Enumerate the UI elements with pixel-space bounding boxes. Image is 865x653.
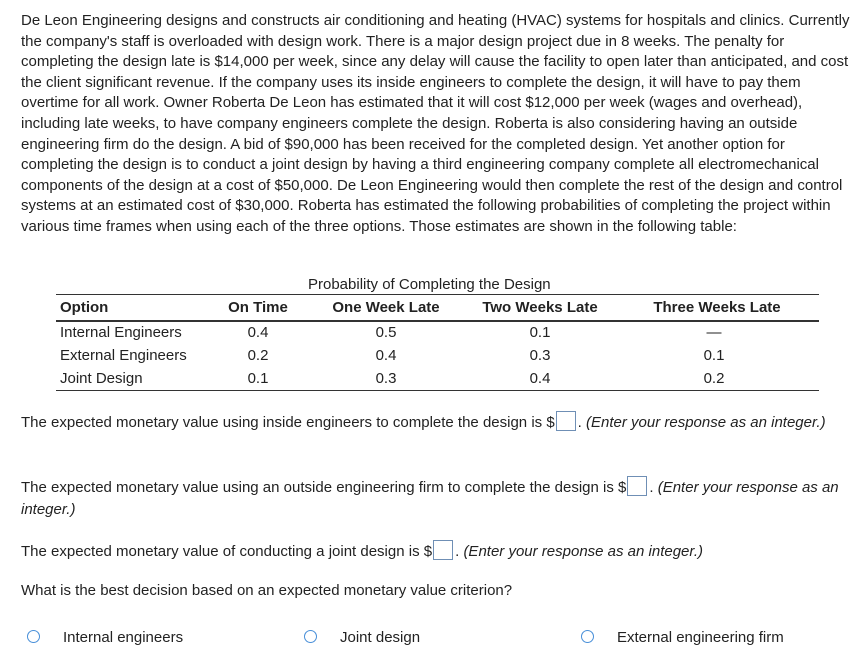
option-label: Internal engineers bbox=[63, 629, 184, 646]
header-one-week-late: One Week Late bbox=[332, 299, 440, 316]
table-cell: 0.1 bbox=[703, 347, 725, 364]
question-text: The expected monetary value of conducting a joint design is $ bbox=[21, 543, 433, 560]
question-outside-firm bbox=[21, 476, 841, 521]
answer-hint: (Enter your response as an integer.) bbox=[463, 543, 704, 560]
table-top-rule bbox=[56, 294, 819, 295]
radio-button[interactable] bbox=[304, 630, 317, 643]
option-external-engineering-firm[interactable] bbox=[581, 628, 784, 648]
question-inside-engineers bbox=[21, 411, 841, 434]
table-cell-option: Internal Engineers bbox=[60, 324, 182, 341]
table-cell: 0.4 bbox=[529, 370, 551, 387]
table-header-rule bbox=[56, 320, 819, 322]
radio-button[interactable] bbox=[581, 630, 594, 643]
table-bottom-rule bbox=[56, 390, 819, 391]
answer-hint: (Enter your response as an integer.) bbox=[21, 479, 839, 518]
table-cell: 0.3 bbox=[375, 370, 397, 387]
radio-button[interactable] bbox=[27, 630, 40, 643]
answer-hint: (Enter your response as an integer.) bbox=[586, 414, 826, 431]
header-three-weeks-late: Three Weeks Late bbox=[653, 299, 781, 316]
question-punct: . bbox=[455, 543, 464, 560]
header-two-weeks-late: Two Weeks Late bbox=[482, 299, 598, 316]
header-on-time: On Time bbox=[228, 299, 288, 316]
table-cell: — bbox=[706, 324, 722, 341]
question-text: The expected monetary value using inside engineers to complete the design is $ bbox=[21, 414, 555, 431]
problem-text: De Leon Engineering designs and constructs air conditioning and heating (HVAC) systems for hospitals and clinics. Currently the company's staff is overloaded with design work. There is a major design project due in 8 weeks. The penalty for completing the design late is $14,000 per week, since any delay will cause the facility to open later than anticipated, and cost the client significant revenue. If the company uses its inside engineers to complete the design, it will have to pay them overtime for all work. Owner Roberta De Leon has estimated that it will cost $12,000 per week (wages and overhead), including late weeks, to have company engineers complete the design. Roberta is also considering having an outside engineering firm do the design. A bid of $90,000 has been received for the completed design. Yet another option for completing the design is to conduct a joint design by having a third engineering company complete all electromechanical components of the design at a cost of $50,000. De Leon Engineering would then complete the rest of the design and control systems at an estimated cost of $30,000. Roberta has estimated the following probabilities of completing the project within various time frames when using each of the three options. Those estimates are shown in the following table: bbox=[21, 12, 850, 235]
option-joint-design[interactable] bbox=[304, 628, 420, 648]
table-cell: 0.1 bbox=[247, 370, 269, 387]
question-punct: . bbox=[577, 414, 587, 431]
option-label: External engineering firm bbox=[617, 629, 784, 646]
table-cell-option: Joint Design bbox=[60, 370, 143, 387]
table-cell: 0.1 bbox=[529, 324, 551, 341]
answer-input-joint[interactable] bbox=[433, 540, 453, 560]
problem-statement bbox=[21, 11, 856, 238]
answer-input-outside[interactable] bbox=[627, 476, 647, 496]
table-cell: 0.4 bbox=[375, 347, 397, 364]
answer-input-inside[interactable] bbox=[556, 411, 576, 431]
question-punct: . bbox=[649, 479, 658, 496]
option-label: Joint design bbox=[340, 629, 421, 646]
table-cell: 0.4 bbox=[247, 324, 269, 341]
question-best-decision: What is the best decision based on an expected monetary value criterion? bbox=[21, 582, 513, 599]
question-joint-design bbox=[21, 540, 841, 563]
table-cell: 0.3 bbox=[529, 347, 551, 364]
table-cell: 0.2 bbox=[703, 370, 725, 387]
table-cell: 0.2 bbox=[247, 347, 269, 364]
table-caption: Probability of Completing the Design bbox=[308, 276, 551, 293]
option-internal-engineers[interactable] bbox=[27, 628, 183, 648]
table-cell-option: External Engineers bbox=[60, 347, 187, 364]
question-text: The expected monetary value using an outside engineering firm to complete the design is $ bbox=[21, 479, 627, 496]
table-cell: 0.5 bbox=[375, 324, 397, 341]
header-option: Option bbox=[60, 299, 109, 316]
